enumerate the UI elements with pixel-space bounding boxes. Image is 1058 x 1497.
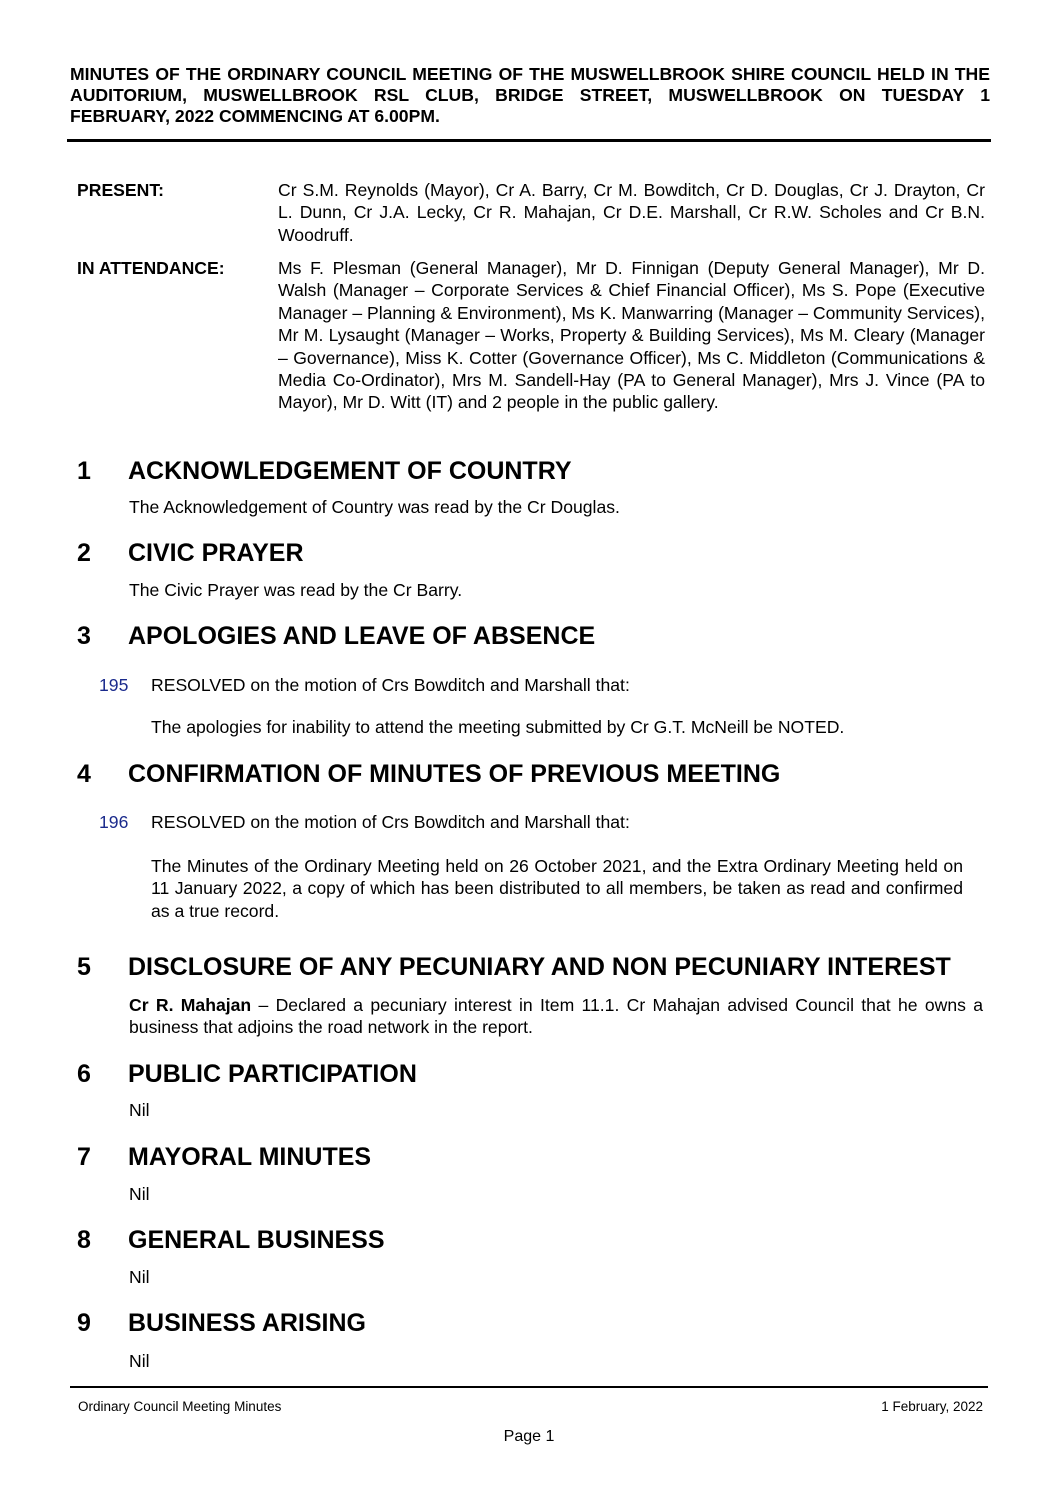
section-text: Nil bbox=[129, 1100, 150, 1120]
section-number: 1 bbox=[77, 457, 91, 485]
declaration-text: – Declared a pecuniary interest in Item 11.1. Cr Mahajan advised Council that he owns a business that adjoins the road network in the report. bbox=[129, 995, 983, 1038]
section-text: Nil bbox=[129, 1351, 150, 1371]
footer-divider bbox=[70, 1386, 988, 1388]
attendance-text: Ms F. Plesman (General Manager), Mr D. Finnigan (Deputy General Manager), Mr D. Walsh (Manager – Corporate Services & Chief Financial Officer), Ms S. Pope (Executive Manager – Planning & Environment), Ms K. Manwarring (Manager – Community Services), Mr M. Lysaught (Manager – Works, Property & Building Services), Ms M. Cleary (Manager – Governance), Miss K. Cotter (Governance Officer), Ms C. Middleton (Communications & Media Co-Ordinator), Mrs M. Sandell-Hay (PA to General Manager), Mrs J. Vince (PA to Mayor), Mr D. Witt (IT) and 2 people in the public gallery. bbox=[278, 258, 985, 413]
section-title: DISCLOSURE OF ANY PECUNIARY AND NON PECUNIARY INTEREST bbox=[128, 953, 951, 981]
resolution-number: 196 bbox=[99, 812, 129, 832]
section-title: CONFIRMATION OF MINUTES OF PREVIOUS MEETING bbox=[128, 760, 781, 788]
title-divider bbox=[67, 139, 991, 142]
resolution-detail: The apologies for inability to attend the meeting submitted by Cr G.T. McNeill be NOTED. bbox=[151, 717, 845, 737]
footer-document-name: Ordinary Council Meeting Minutes bbox=[78, 1399, 282, 1414]
footer-date: 1 February, 2022 bbox=[881, 1399, 983, 1414]
section-number: 4 bbox=[77, 760, 91, 788]
section-text: The Civic Prayer was read by the Cr Barry. bbox=[129, 580, 463, 600]
section-text: Nil bbox=[129, 1184, 150, 1204]
section-title: GENERAL BUSINESS bbox=[128, 1226, 385, 1254]
section-number: 7 bbox=[77, 1143, 91, 1171]
resolution-text: RESOLVED on the motion of Crs Bowditch and Marshall that: bbox=[151, 812, 630, 832]
section-title: MAYORAL MINUTES bbox=[128, 1143, 372, 1171]
declarant-name: Cr R. Mahajan bbox=[129, 995, 252, 1015]
section-title: ACKNOWLEDGEMENT OF COUNTRY bbox=[128, 457, 572, 485]
attendance-label: IN ATTENDANCE: bbox=[77, 258, 225, 278]
section-title: PUBLIC PARTICIPATION bbox=[128, 1060, 417, 1088]
present-text: Cr S.M. Reynolds (Mayor), Cr A. Barry, Cr M. Bowditch, Cr D. Douglas, Cr J. Drayton, Cr L. Dunn, Cr J.A. Lecky, Cr R. Mahajan, Cr D.E. Marshall, Cr R.W. Scholes and Cr B.N. Woodruff. bbox=[278, 180, 985, 245]
section-number: 5 bbox=[77, 953, 91, 981]
interest-declaration bbox=[129, 994, 983, 1039]
resolution-text: RESOLVED on the motion of Crs Bowditch and Marshall that: bbox=[151, 675, 630, 695]
section-number: 9 bbox=[77, 1309, 91, 1337]
section-number: 6 bbox=[77, 1060, 91, 1088]
section-title: BUSINESS ARISING bbox=[128, 1309, 367, 1337]
section-number: 2 bbox=[77, 539, 91, 567]
section-title: APOLOGIES AND LEAVE OF ABSENCE bbox=[128, 622, 596, 650]
section-number: 8 bbox=[77, 1226, 91, 1254]
page-number: Page 1 bbox=[503, 1428, 555, 1445]
resolution-detail: The Minutes of the Ordinary Meeting held on 26 October 2021, and the Extra Ordinary Meeting held on 11 January 2022, a copy of which has been distributed to all members, be taken as read and confirmed as a true record. bbox=[151, 856, 963, 921]
document-title: MINUTES OF THE ORDINARY COUNCIL MEETING OF THE MUSWELLBROOK SHIRE COUNCIL HELD IN THE AUDITORIUM, MUSWELLBROOK RSL CLUB, BRIDGE STREET, MUSWELLBROOK ON TUESDAY 1 FEBRUARY, 2022 COMMENCING AT 6.00PM. bbox=[70, 64, 990, 126]
section-text: The Acknowledgement of Country was read by the Cr Douglas. bbox=[129, 497, 620, 517]
present-label: PRESENT: bbox=[77, 180, 165, 200]
section-number: 3 bbox=[77, 622, 91, 650]
section-title: CIVIC PRAYER bbox=[128, 539, 304, 567]
resolution-number: 195 bbox=[99, 675, 129, 695]
section-text: Nil bbox=[129, 1267, 150, 1287]
